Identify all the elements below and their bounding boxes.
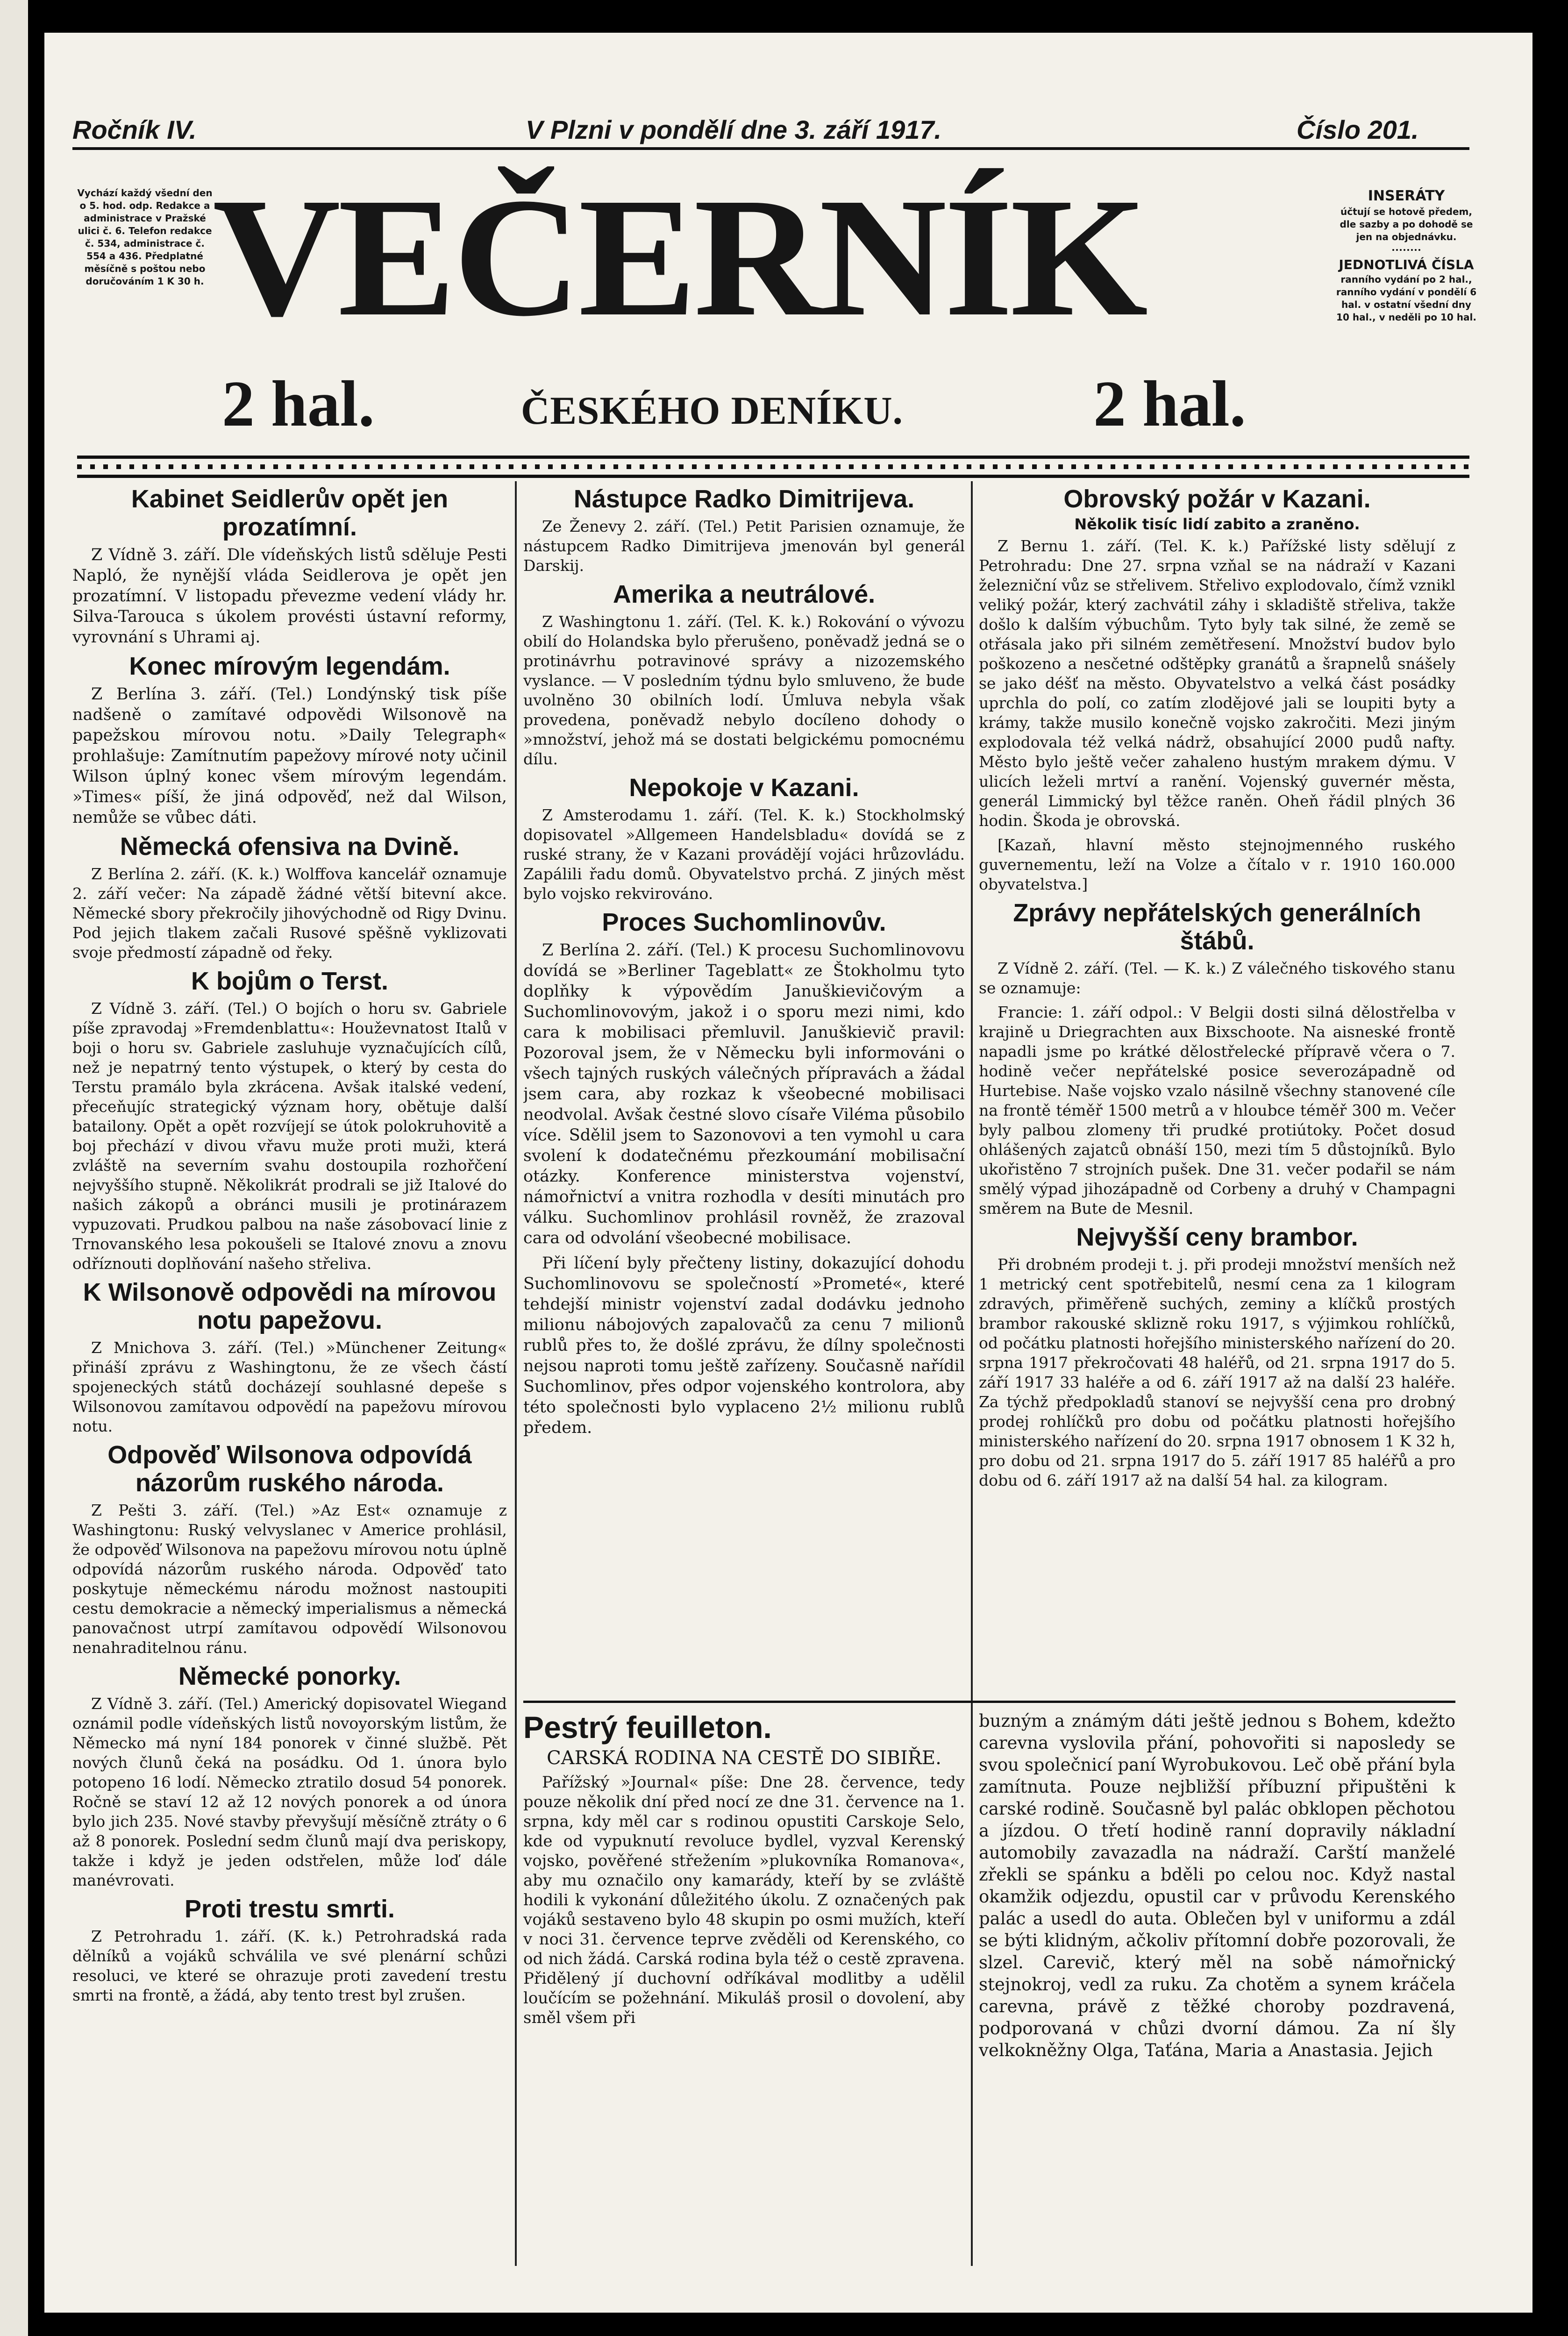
dateline: V Plzni v pondělí dne 3. září 1917. — [526, 115, 942, 144]
single-copies-heading: JEDNOTLIVÁ ČÍSLA — [1339, 257, 1474, 272]
column-2 — [523, 481, 965, 1696]
article-paragraph: Z Petrohradu 1. září. (K. k.) Petrohradská rada dělníků a vojáků schválila ve své plenární schůzi resoluci, ve které se ohrazuje proti zavedení trestu smrti na frontě, a žádá, aby tento trest byl zrušen. — [72, 1927, 507, 2004]
article-headline: Německá ofensiva na Dvině. — [120, 833, 460, 861]
article-headline: Německé ponorky. — [178, 1662, 401, 1690]
article-paragraph: Z Mnichova 3. září. (Tel.) »Münchener Zeitung« přináší zprávu z Washingtonu, že ze všech částí spojeneckých států docházejí souhlasné depeše s Wilsonovou zamítavou odpovědí na papežovu mírovou notu. — [72, 1339, 507, 1435]
article-paragraph: Francie: 1. září odpol.: V Belgii dosti silná dělostřelba v krajině u Driegrachten aux Bixschoote. Na aisneské frontě napadli jsme po krátké dělostřelecké přípravě včera o 7. hodině večer nepřátelské posice severozápadně od Hurtebise. Naše vojsko vzalo násilně všechny stanovené cíle na frontě téměř 1500 metrů a v hloubce téměř 300 m. Večer byly palbou zlomeny tři prudké protiútoky. Počet dosud ohlášených zajatců obnáší 150, mezi tím 5 důstojníků. Bylo ukořistěno 7 strojních pušek. Dne 31. večer podařil se nám smělý výpad jihozápadně od Corbeny a druhý v Champagni směrem na Bute de Mesnil. — [979, 1003, 1455, 1218]
article-paragraph: Z Berlína 2. září. (K. k.) Wolffova kancelář oznamuje 2. září večer: Na západě žádné větší bitevní akce. Německé sbory překročily jihovýchodně od Rigy Dvinu. Pod jejich tlakem začali Rusové spěšně vyklizovati svoje předmostí západně od řeky. — [72, 865, 507, 961]
article-paragraph: Z Berlína 3. září. (Tel.) Londýnský tisk píše nadšeně o zamítavé odpovědi Wilsonově na papežskou mírovou notu. »Daily Telegraph« prohlašuje: Zamítnutím papežovy mírové noty učinil Wilson úplný konec všem mírovým legendám. »Times« píší, že jiná odpověď, než dal Wilson, nemůže se vůbec dáti. — [72, 685, 507, 827]
article-paragraph: Z Amsterodamu 1. září. (Tel. K. k.) Stockholmský dopisovatel »Allgemeen Handelsbladu« dovídá se z ruské strany, že v Kazani provádějí vojáci hrůzovládu. Zapálili řadu domů. Obyvatelstvo prchá. Z jiných měst bylo vojsko rekvirováno. — [523, 806, 965, 903]
masthead-subtitle: ČESKÉHO DENÍKU. — [521, 389, 903, 433]
article-headline: K Wilsonově odpovědi na mírovou notu papežovu. — [83, 1278, 497, 1334]
left-ear-text: Vychází každý všední den o 5. hod. odp. Redakce a administrace v Pražské ulici č. 6. Telefon redakce č. 534, administrace č. 554 a 436. Předplatné měsíčně s poštou nebo doručováním 1 K 30 h. — [77, 187, 213, 287]
article-paragraph: Z Pešti 3. září. (Tel.) »Az Est« oznamuje z Washingtonu: Ruský velvyslanec v Americe prohlásil, že odpověď Wilsonova na papežovu mírovou notu úplně odpovídá názorům ruského národa. Odpověď tato poskytuje německému národu možnost nastoupiti cestu demokracie a německý imperialismus a německá panovačnost utrpí zamítavou odpovědí Wilsonovou nenahraditelnou ránu. — [72, 1501, 507, 1657]
column-rule — [515, 481, 517, 2266]
feuilleton — [523, 1710, 1455, 2266]
article-paragraph: Ze Ženevy 2. září. (Tel.) Petit Parisien oznamuje, že nástupcem Radko Dimitrijeva jmenován byl generál Darskij. — [523, 517, 965, 575]
article-headline: K bojům o Terst. — [191, 967, 388, 995]
article-paragraph: Při drobném prodeji t. j. při prodeji množství menších než 1 metrický cent spotřebitelů, nesmí cena za 1 kilogram zdravých, přiměřeně suchých, zeminy a klíčků prostých brambor rakouské sklizně roku 1917, s výjimkou rohlíčků, od počátku platnosti hořejšího ministerského nařízení do 20. srpna 1917 překročovati 48 haléřů, od 21. srpna 1917 do 5. září 1917 33 haléře a od 6. září 1917 až na další 23 haléře. Za týchž předpokladů stanoví se nejvyšší cena pro drobný prodej rohlíčků pro dobu od počátku platnosti hořejšího ministerského nařízení do 20. srpna 1917 obnosem 1 K 32 h, pro dobu od 21. srpna 1917 do 5. září 1917 85 haléřů a pro dobu od 6. září 1917 až na další 54 hal. za kilogram. — [979, 1255, 1455, 1489]
price-right: 2 hal. — [1093, 368, 1246, 440]
feuilleton-paragraph: Pařížský »Journal« píše: Dne 28. července, tedy pouze několik dní před nocí ze dne 31. července na 1. srpna, kdy měl car s rodinou opustiti Carskoje Selo, kde od vypuknutí revoluce bydlel, vyzval Kerenský vojsko, pověřené střežením »plukovníka Romanova«, aby mu označilo ony kamarády, kteří by se zvláště hodili k vykonání důležitého úkolu. Z označených pak vojáků sestaveno bylo 48 skupin po osmi mužích, kteří v noci 31. července teprve zvěděli od Kerenského, co od nich žádá. Carská rodina byla též o cestě zpravena. Přidělený jí duchovní odříkával modlitby a udělil loučícím se požehnání. Mikuláš prosil o dovolení, aby směl všem při — [523, 1773, 965, 2027]
column-3 — [979, 481, 1455, 1696]
single-copies-text: ranního vydání po 2 hal., ranního vydání v pondělí 6 hal. v ostatní všední dny 10 hal., v neděli po 10 hal. — [1336, 274, 1477, 323]
article-paragraph: Z Bernu 1. září. (Tel. K. k.) Pařížské listy sdělují z Petrohradu: Dne 27. srpna vzňal se na nádraží v Kazani železniční vůz se střelivem. Střelivo explodovalo, čímž vznikl veliký požár, který zachvátil záhy i skladiště střeliva, takže došlo k dalším výbuchům. Tyto byly tak silné, že země se otřásala jako při silném zemětřesení. Množství budov bylo poškozeno a nesčetné odštěpky granátů a šrapnelů snášely se jako déšť na město. Obyvatelstvo a velká část posádky uprchla do polí, co zatím zlodějové jali se loupiti byty a krámy, takže musilo konečně vojsko zakročiti. Mezi jiným explodovala též velká nádrž, obsahující 2000 pudů nafty. Město bylo ještě večer zahaleno hustým mrakem dýmu. V ulicích leželi mrtví a ranění. Vojenský guvernér města, generál Limmický byl těžce raněn. Oheň řádil plných 36 hodin. Škoda je obrovská. — [979, 537, 1455, 830]
article-paragraph: Z Berlína 2. září. (Tel.) K procesu Suchomlinovovu dovídá se »Berliner Tageblatt« ze Štokholmu tyto doplňky k výpovědím Januškievičovým a Suchomlinovovým, jakož i o sporu mezi nimi, kdo cara k mobilisaci přemluvil. Januškievič pravil: Pozoroval jsem, že v Německu byli informováni o všech tajných ruských válečných přípravách a žádal jsem cara, aby rozkaz k všeobecné mobilisaci neodvolal. Avšak čestné slovo císaře Viléma působilo více. Sdělil jsem to Sazonovovi a ten vymohl u cara svolení k dodatečnému přezkoumání mobilisační otázky. Konference ministerstva vojenství, námořnictví a vnitra rozhodla v desíti minutách pro válku. Suchomlinov prohlásil rovněž, že zrazoval cara od odvolání všeobecné mobilisace. — [523, 941, 965, 1247]
article-headline: Amerika a neutrálové. — [613, 580, 876, 608]
masthead-title: VEČERNÍK — [213, 163, 1146, 351]
article-headline: Nástupce Radko Dimitrijeva. — [573, 485, 915, 513]
volume-label: Ročník IV. — [72, 115, 197, 144]
article-paragraph: Z Vídně 3. září. Dle vídeňských listů sděluje Pesti Napló, že nynější vláda Seidlerova je opět jen prozatímní. V listopadu převezme vedení vlády hr. Silva-Tarouca s úkolem provésti ústavní reformy, vyrovnání s Uhrami aj. — [72, 546, 507, 647]
article-headline: Nejvyšší ceny brambor. — [1076, 1223, 1358, 1251]
right-ear-box — [1334, 187, 1479, 449]
article-paragraph: Z Vídně 2. září. (Tel. — K. k.) Z válečného tiskového stanu se oznamuje: — [979, 959, 1455, 997]
feuilleton-heading: Pestrý feuilleton. — [523, 1710, 772, 1745]
issue-number: Číslo 201. — [1297, 115, 1419, 144]
article-headline: Odpověď Wilsonova odpovídá názorům ruského národa. — [107, 1441, 472, 1497]
article-headline: Kabinet Seidlerův opět jen prozatímní. — [131, 485, 449, 541]
article-headline: Obrovský požár v Kazani. — [1063, 485, 1371, 513]
article-paragraph: Z Washingtonu 1. září. (Tel. K. k.) Rokování o vývozu obilí do Holandska bylo přerušeno, poněvadž jedná se o protinávrhu potravinové správy a nizozemského vyslance. — V posledním týdnu bylo smluveno, že bude uvolněno 30 obilních lodí. Úmluva nebyla však provedena, poněvadž nebylo docíleno dohody o »množství, jehož má se dostati belgickému pomocnému dílu. — [523, 612, 965, 768]
article-headline: Proti trestu smrti. — [184, 1895, 395, 1923]
article-paragraph: Při líčení byly přečteny listiny, dokazující dohodu Suchomlinovovu se společností »Prometé«, které tehdejší ministr vojenství zadal dodávku jednoho milionu nábojových zapalovačů za cenu 7 milionů rublů přes to, že došlé zprávu, že dílny společnosti nejsou naproti tomu ještě zařízeny. Současně nařídil Suchomlinov, přes odpor vojenského kontrolora, aby této společnosti bylo vyplaceno 2½ milionu rublů předem. — [523, 1254, 965, 1437]
inserts-text: účtují se hotově předem, dle sazby a po dohodě se jen na objednávku. — [1340, 206, 1473, 242]
inserts-heading: INSERÁTY — [1368, 188, 1445, 204]
left-ear-box — [75, 187, 215, 402]
feuilleton-title: CARSKÁ RODINA NA CESTĚ DO SIBIŘE. — [547, 1747, 941, 1769]
ornamental-rule — [77, 456, 1469, 478]
header-rule — [72, 147, 1469, 150]
article-headline: Zprávy nepřátelských generálních štábů. — [1013, 899, 1421, 955]
article-deck: Několik tisíc lidí zabito a zraněno. — [1074, 515, 1360, 533]
feuilleton-rule — [523, 1701, 1455, 1703]
column-1 — [72, 481, 507, 2294]
ear-divider — [1392, 249, 1420, 251]
article-headline: Proces Suchomlinovův. — [602, 908, 886, 936]
article-headline: Nepokoje v Kazani. — [629, 774, 859, 802]
article-paragraph: Z Vídně 3. září. (Tel.) O bojích o horu sv. Gabriele píše zpravodaj »Fremdenblattu«: Houževnatost Italů v boji o horu sv. Gabriele zasluhuje vyznačujících cílů, než je nepatrný tento výstupek, o který by cesta do Terstu pramálo byla zkrácena. Avšak italské vedení, přeceňujíc strategický význam hory, obětuje další batailony. Opět a opět rozvíjejí se útok polokruhovitě a boj přechází v divou vřavu muže proti muži, která zvláště na severním svahu dostoupila rozhořčení nejvyššího stupně. Několikrát prodrali se již Italové do našich zákopů a obránci musili je protinárazem vypuzovati. Prudkou palbou na naše zásobovací linie z Trnovanského lesa pokoušeli se Italové znovu a znovu odříznouti doplňování našeho střeliva. — [72, 999, 507, 1273]
price-left: 2 hal. — [222, 368, 375, 440]
feuilleton-paragraph: buzným a známým dáti ještě jednou s Bohem, kdežto carevna vyslovila přání, pohovořiti si naposledy se svou společnicí paní Wyrobukovou. Leč obě přání byla zamítnuta. Pouze nejbližší příbuzní připuštěni k carské rodině. Současně byl palác obklopen pěchotou a jízdou. O třetí hodině ranní dopravily nákladní automobily zavazadla na nádraží. Carští manželé zřekli se spánku a bděli po celou noc. Když nastal okamžik odjezdu, opustil car v průvodu Kerenského palác a usedl do auta. Oblečen byl v uniformu a zdál se býti klidným, ačkoliv přítomní dobře pozorovali, že slzel. Carevič, který měl na sobě námořnický stejnokroj, vedl za ruku. Za chotěm a synem kráčela carevna, právě z těžké choroby pozdravená, podporovaná v chůzi dvorní dámou. Za ní šly velkokněžny Olga, Taťána, Maria a Anastasia. Jejich — [979, 1711, 1455, 2060]
article-headline: Konec mírovým legendám. — [129, 652, 450, 680]
newspaper-page — [44, 33, 1532, 2313]
article-paragraph: Z Vídně 3. září. (Tel.) Americký dopisovatel Wiegand oznámil podle vídeňských listů novoyorským listům, že Německo má nyní 184 ponorek v činné službě. Pět nových člunů čeká na posádku. Od 1. února bylo potopeno 16 lodí. Německo ztratilo dosud 54 ponorek. Ročně se staví 12 až 12 nových ponorek a od února bylo jich 235. Nové stavby převyšují měsíčně ztráty o 6 až 8 ponorek. Poslední sedm člunů mají dva periskopy, takže i když je jeden odstřelen, může loď dále manévrovati. — [72, 1695, 507, 1889]
article-paragraph: [Kazaň, hlavní město stejnojmenného ruského guvernementu, leží na Volze a čítalo v r. 1910 160.000 obyvatelstva.] — [979, 836, 1455, 893]
adjacent-page-edge — [0, 0, 28, 2336]
